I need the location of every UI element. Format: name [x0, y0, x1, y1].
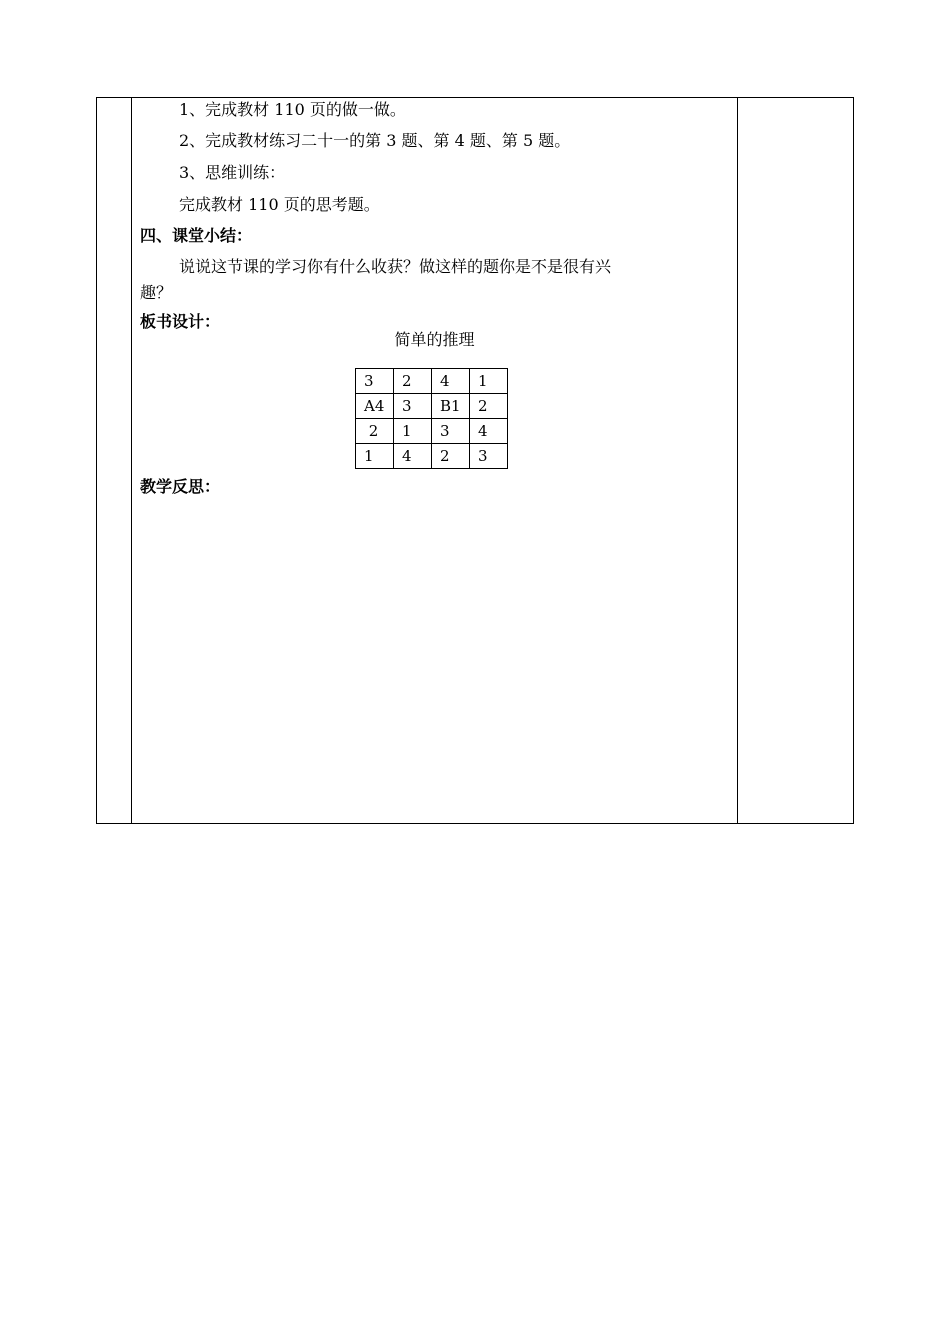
board-design-heading: 板书设计： — [140, 312, 221, 331]
summary-text-line1: 说说这节课的学习你有什么收获？做这样的题你是不是很有兴 — [179, 257, 612, 276]
grid-cell: B1 — [432, 394, 470, 419]
grid-cell: A4 — [356, 394, 394, 419]
grid-cell: 3 — [356, 369, 394, 394]
practice-item-2: 2、完成教材练习二十一的第 3 题、第 4 题、第 5 题。 — [179, 131, 571, 150]
grid-cell: 4 — [432, 369, 470, 394]
grid-cell: 2 — [432, 444, 470, 469]
main-content-cell — [132, 98, 738, 824]
grid-cell: 2 — [470, 394, 508, 419]
practice-item-1: 1、完成教材 110 页的做一做。 — [179, 100, 406, 119]
grid-cell: 4 — [470, 419, 508, 444]
reflection-heading: 教学反思： — [140, 477, 221, 496]
grid-cell: 2 — [356, 419, 394, 444]
summary-text-line2: 趣？ — [140, 283, 173, 302]
board-grid — [355, 368, 508, 469]
right-notes-cell — [738, 98, 854, 824]
grid-row — [356, 444, 508, 469]
content-area — [132, 98, 737, 823]
practice-item-3: 3、思维训练： — [179, 163, 286, 182]
grid-cell: 1 — [394, 419, 432, 444]
lesson-plan-table — [96, 97, 854, 824]
grid-cell: 4 — [394, 444, 432, 469]
left-margin-cell — [97, 98, 132, 824]
summary-heading: 四、课堂小结： — [140, 226, 253, 245]
grid-cell: 3 — [470, 444, 508, 469]
practice-item-3-detail: 完成教材 110 页的思考题。 — [179, 195, 380, 214]
grid-cell: 1 — [470, 369, 508, 394]
grid-cell: 3 — [432, 419, 470, 444]
grid-row — [356, 419, 508, 444]
grid-row — [356, 394, 508, 419]
grid-cell: 1 — [356, 444, 394, 469]
board-design-title: 简单的推理 — [394, 330, 475, 349]
grid-cell: 2 — [394, 369, 432, 394]
grid-cell: 3 — [394, 394, 432, 419]
grid-row — [356, 369, 508, 394]
